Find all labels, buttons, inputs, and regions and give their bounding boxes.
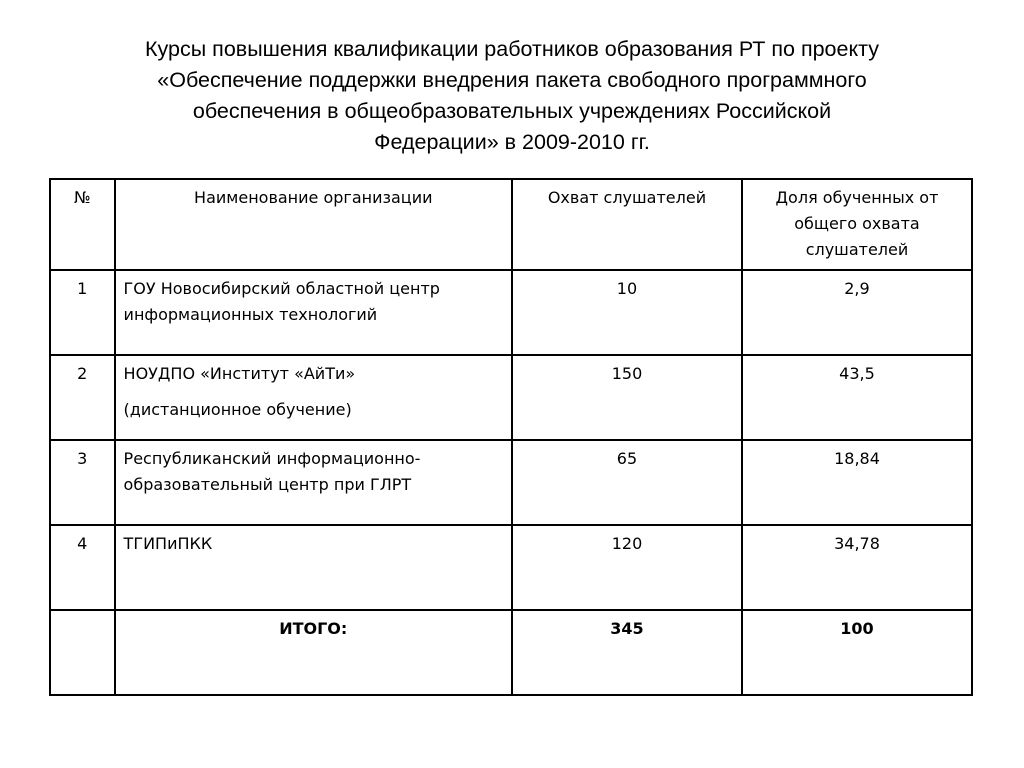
row-share: 2,9 <box>844 279 870 298</box>
header-name-cell <box>115 179 512 270</box>
table-row <box>50 355 972 440</box>
table-total-row <box>50 610 972 695</box>
header-name: Наименование организации <box>194 188 433 207</box>
row-share-cell <box>742 355 972 440</box>
row-coverage: 65 <box>616 449 638 468</box>
row-share: 18,84 <box>834 449 880 468</box>
row-coverage-cell <box>512 440 742 525</box>
row-number: 1 <box>77 279 88 298</box>
header-number: № <box>73 188 91 207</box>
row-share: 43,5 <box>839 364 875 383</box>
row-number-cell <box>50 525 115 610</box>
total-share-cell <box>742 610 972 695</box>
row-coverage-cell <box>512 270 742 355</box>
table-header-row <box>50 179 972 270</box>
row-coverage: 120 <box>611 534 643 553</box>
row-coverage: 150 <box>611 364 643 383</box>
title-line-2: «Обеспечение поддержки внедрения пакета свободного программного <box>157 68 867 92</box>
header-coverage: Охват слушателей <box>547 188 707 207</box>
slide-title <box>60 34 964 158</box>
total-label: ИТОГО: <box>279 619 348 638</box>
row-share-cell <box>742 440 972 525</box>
row-name-cell <box>115 270 512 355</box>
row-share-cell <box>742 270 972 355</box>
header-share: Доля обученных от общего охвата слушателей <box>775 188 939 259</box>
header-number-cell <box>50 179 115 270</box>
header-coverage-cell <box>512 179 742 270</box>
title-line-3: обеспечения в общеобразовательных учреждениях Российской <box>192 99 832 123</box>
row-name: Республиканский информационно-образовательный центр при ГЛРТ <box>123 449 421 494</box>
total-number-cell <box>50 610 115 695</box>
title-line-4: Федерации» в 2009-2010 гг. <box>374 130 650 154</box>
table-row <box>50 270 972 355</box>
row-name: НОУДПО «Институт «АйТи» <box>123 364 356 383</box>
row-name: ТГИПиПКК <box>123 534 213 553</box>
row-coverage-cell <box>512 355 742 440</box>
header-share-cell <box>742 179 972 270</box>
row-name: ГОУ Новосибирский областной центр информационных технологий <box>123 279 440 324</box>
row-name-cell <box>115 525 512 610</box>
row-share: 34,78 <box>834 534 880 553</box>
row-coverage-cell <box>512 525 742 610</box>
row-number: 3 <box>77 449 88 468</box>
row-coverage: 10 <box>616 279 638 298</box>
title-line-1: Курсы повышения квалификации работников образования РТ по проекту <box>145 37 879 61</box>
courses-table <box>49 178 973 696</box>
total-coverage: 345 <box>610 619 644 638</box>
row-name-cell <box>115 355 512 440</box>
total-share: 100 <box>840 619 874 638</box>
table-row <box>50 440 972 525</box>
row-number-cell <box>50 440 115 525</box>
total-label-cell <box>115 610 512 695</box>
row-name-cell <box>115 440 512 525</box>
row-share-cell <box>742 525 972 610</box>
row-number: 4 <box>77 534 88 553</box>
row-number: 2 <box>77 364 88 383</box>
table-row <box>50 525 972 610</box>
total-coverage-cell <box>512 610 742 695</box>
row-name-note: (дистанционное обучение) <box>123 400 352 419</box>
row-number-cell <box>50 355 115 440</box>
row-number-cell <box>50 270 115 355</box>
